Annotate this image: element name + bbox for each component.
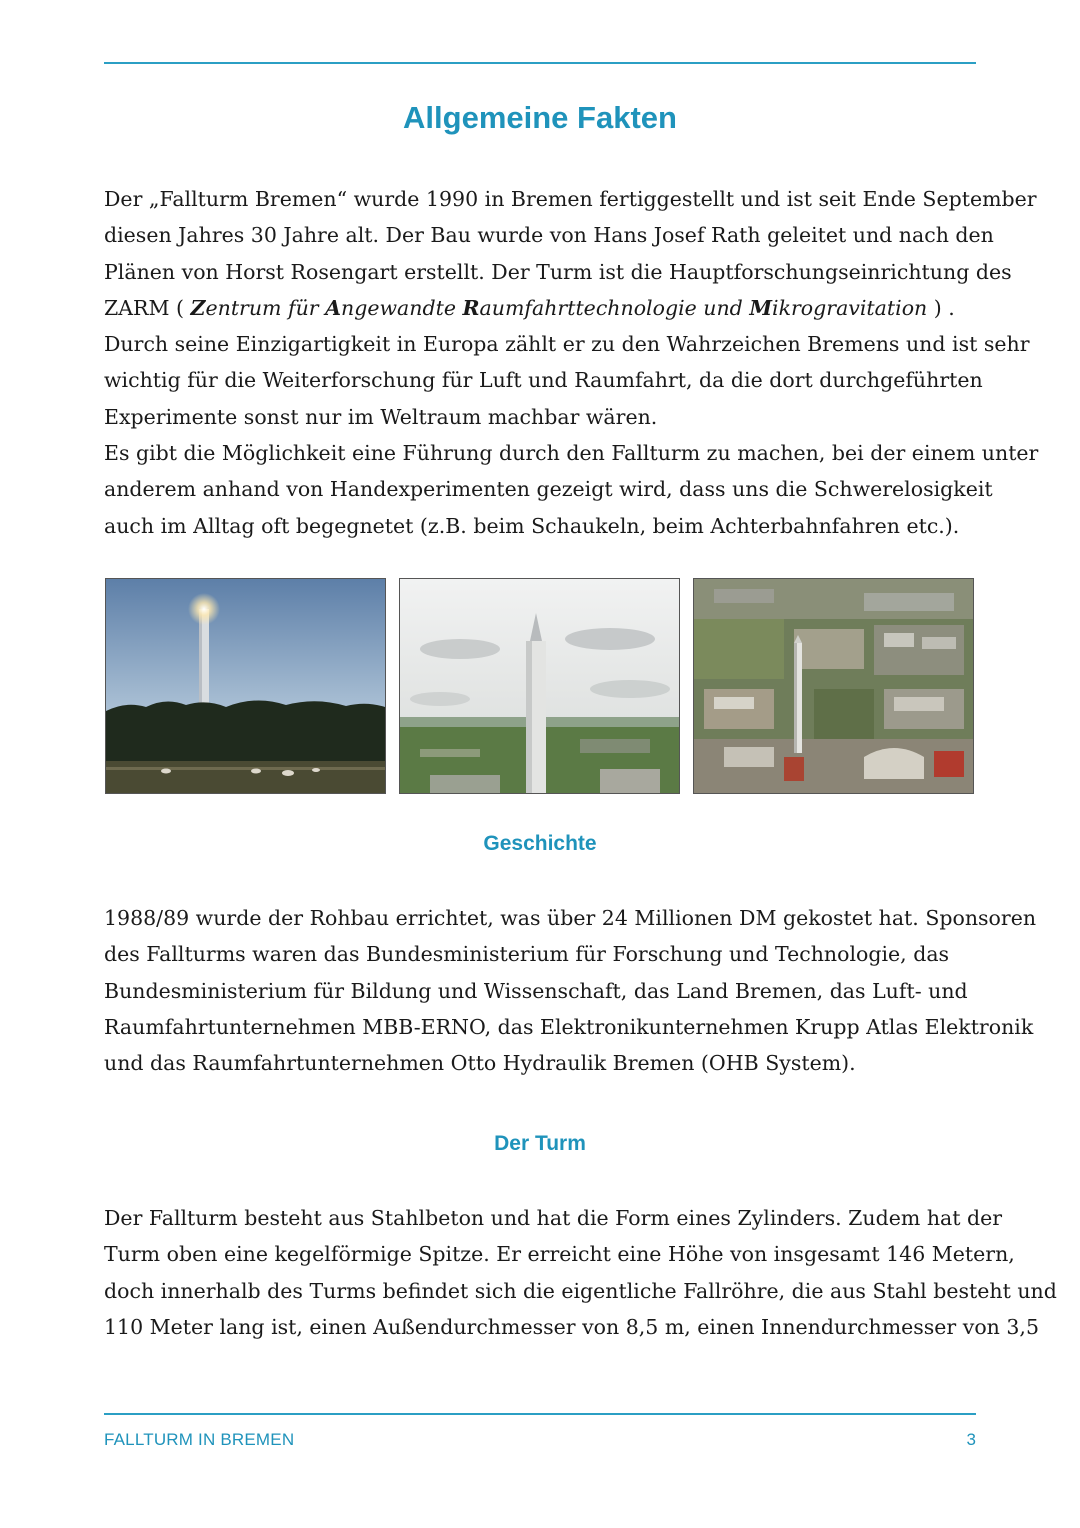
text-line: diesen Jahres 30 Jahre alt. Der Bau wurde von Hans Josef Rath geleitet und nach den bbox=[104, 223, 994, 248]
turm-paragraph bbox=[104, 1200, 1057, 1345]
text-line: Experimente sonst nur im Weltraum machbar wären. bbox=[104, 404, 658, 429]
tower-dusk-photo bbox=[105, 578, 386, 794]
section-heading-geschichte: Geschichte bbox=[483, 832, 597, 855]
footer-title: FALLTURM IN BREMEN bbox=[104, 1430, 295, 1449]
tower-aerial-photo bbox=[693, 578, 974, 794]
text-line: und das Raumfahrtunternehmen Otto Hydraulik Bremen (OHB System). bbox=[104, 1051, 856, 1076]
tower-clouds-photo bbox=[399, 578, 680, 794]
text-line: Raumfahrtunternehmen MBB-ERNO, das Elektronikunternehmen Krupp Atlas Elektronik bbox=[104, 1014, 1034, 1039]
text-line: auch im Alltag oft begegnetet (z.B. beim Schaukeln, beim Achterbahnfahren etc.). bbox=[104, 513, 960, 538]
text-line: doch innerhalb des Turms befindet sich die eigentliche Fallröhre, die aus Stahl besteht und bbox=[104, 1278, 1057, 1303]
text-line: Plänen von Horst Rosengart erstellt. Der Turm ist die Hauptforschungseinrichtung des bbox=[104, 259, 1012, 284]
intro-paragraph bbox=[104, 181, 1039, 544]
page-title: Allgemeine Fakten bbox=[403, 100, 677, 135]
text-line: anderem anhand von Handexperimenten gezeigt wird, dass uns die Schwerelosigkeit bbox=[104, 477, 993, 502]
text-line: 1988/89 wurde der Rohbau errichtet, was über 24 Millionen DM gekostet hat. Sponsoren bbox=[104, 906, 1037, 930]
text-line: wichtig für die Weiterforschung für Luft und Raumfahrt, da die dort durchgeführten bbox=[104, 368, 983, 393]
text-line: Es gibt die Möglichkeit eine Führung durch den Fallturm zu machen, bei der einem unter bbox=[104, 441, 1039, 466]
text-line: Durch seine Einzigartigkeit in Europa zählt er zu den Wahrzeichen Bremens und ist sehr bbox=[104, 332, 1030, 357]
text-line: des Fallturms waren das Bundesministerium für Forschung und Technologie, das bbox=[104, 942, 950, 967]
section-heading-turm: Der Turm bbox=[494, 1132, 586, 1155]
text-line: 110 Meter lang ist, einen Außendurchmesser von 8,5 m, einen Innendurchmesser von 3,5 bbox=[104, 1314, 1039, 1339]
page-number: 3 bbox=[966, 1430, 976, 1449]
geschichte-paragraph bbox=[104, 900, 1037, 1081]
text-line: Der „Fallturm Bremen“ wurde 1990 in Bremen fertiggestellt und ist seit Ende September bbox=[104, 187, 1037, 211]
text-line: Der Fallturm besteht aus Stahlbeton und hat die Form eines Zylinders. Zudem hat der bbox=[104, 1206, 1003, 1230]
header-rule bbox=[104, 62, 976, 64]
zarm-prefix: ZARM ( bbox=[104, 295, 191, 320]
footer-rule bbox=[104, 1413, 976, 1415]
text-line: Bundesministerium für Bildung und Wissenschaft, das Land Bremen, das Luft- und bbox=[104, 978, 968, 1003]
text-line: Turm oben eine kegelförmige Spitze. Er erreicht eine Höhe von insgesamt 146 Metern, bbox=[104, 1242, 1015, 1267]
zarm-expansion: Zentrum für Angewandte Raumfahrttechnologie und Mikrogravitation bbox=[190, 295, 928, 320]
zarm-line bbox=[104, 290, 984, 326]
zarm-suffix: ) . bbox=[927, 295, 955, 320]
